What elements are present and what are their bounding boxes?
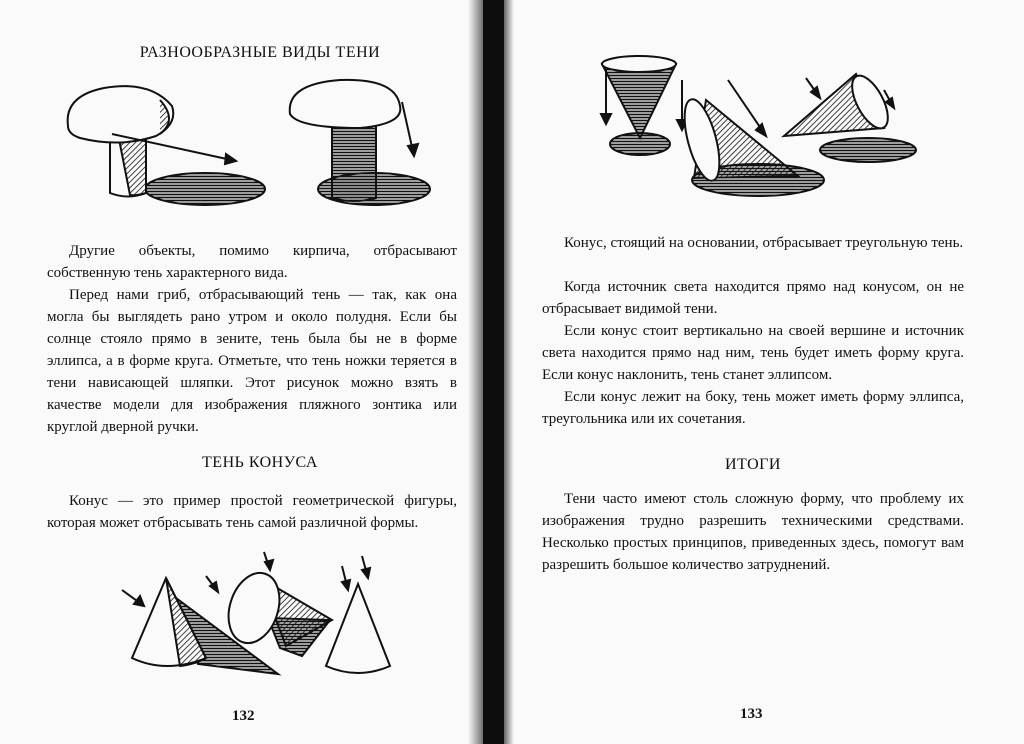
mushroom-noon-cap xyxy=(290,80,401,128)
paragraph-cone-on-tip: Если конус стоит вертикально на своей вершине и источник света находится прямо над ним, тень будет иметь форму круга. Если конус наклонить, тень станет эллипсом. xyxy=(542,323,964,383)
paragraph-cone-intro: Конус — это пример простой геометрической фигуры, которая может отбрасывать тень самой различной формы. xyxy=(47,493,457,531)
cone-inverted-figure xyxy=(601,56,687,155)
paragraph-mushroom: Перед нами гриб, отбрасывающий тень — так, как она могла бы выглядеть рано утром и около полудня. Если бы солнце стояло прямо в зените, тень была бы не в форме эллипса, а в форме круга. Отметьте, что тень ножки теряется в тени нависающей шляпки. Этот рисунок можно взять в качестве модели для изображения пляжного зонтика или круглой дверной ручки. xyxy=(47,287,457,435)
mushroom-shadows-illustration xyxy=(60,76,460,216)
paragraph-cone-standing: Конус, стоящий на основании, отбрасывает треугольную тень. xyxy=(564,235,964,251)
page-number-right: 133 xyxy=(740,706,763,722)
gutter-shadow-right xyxy=(504,0,514,744)
heading-cone-shadow: ТЕНЬ КОНУСА xyxy=(202,454,318,471)
page-number-left: 132 xyxy=(232,708,255,724)
cone-overhead-figure xyxy=(326,556,390,673)
gutter-shadow-left xyxy=(468,0,483,744)
cone-lying-figure xyxy=(784,70,916,162)
page-right xyxy=(504,0,1024,744)
mushroom-noon-figure xyxy=(290,80,430,205)
paragraph-summary: Тени часто имеют столь сложную форму, что проблему их изображения трудно разрешить техническими средствами. Несколько простых принципов, приведенных здесь, помогут вам разрешить большое количество затруднений. xyxy=(542,491,964,573)
mushroom-morning-shadow xyxy=(145,173,265,205)
heading-summary: ИТОГИ xyxy=(725,456,781,473)
paragraph-other-objects: Другие объекты, помимо кирпича, отбрасывают собственную тень характерного вида. xyxy=(47,243,457,281)
mushroom-morning-figure xyxy=(68,86,265,205)
paragraph-cone-overhead: Когда источник света находится прямо над конусом, он не отбрасывает видимой тени. xyxy=(542,279,964,317)
cones-illustration-right xyxy=(598,50,928,200)
heading-shadow-types: РАЗНООБРАЗНЫЕ ВИДЫ ТЕНИ xyxy=(139,44,381,61)
cone-lying-shadow xyxy=(820,138,916,162)
mushroom-morning-cap xyxy=(68,86,174,142)
book-gutter xyxy=(483,0,504,744)
cone-tilted-tip-figure xyxy=(678,80,824,196)
cones-illustration-left xyxy=(110,548,420,688)
page-left xyxy=(0,0,483,744)
mushroom-noon-stem xyxy=(332,122,376,201)
paragraph-cone-lying: Если конус лежит на боку, тень может иметь форму эллипса, треугольника или их сочетания. xyxy=(542,389,964,427)
